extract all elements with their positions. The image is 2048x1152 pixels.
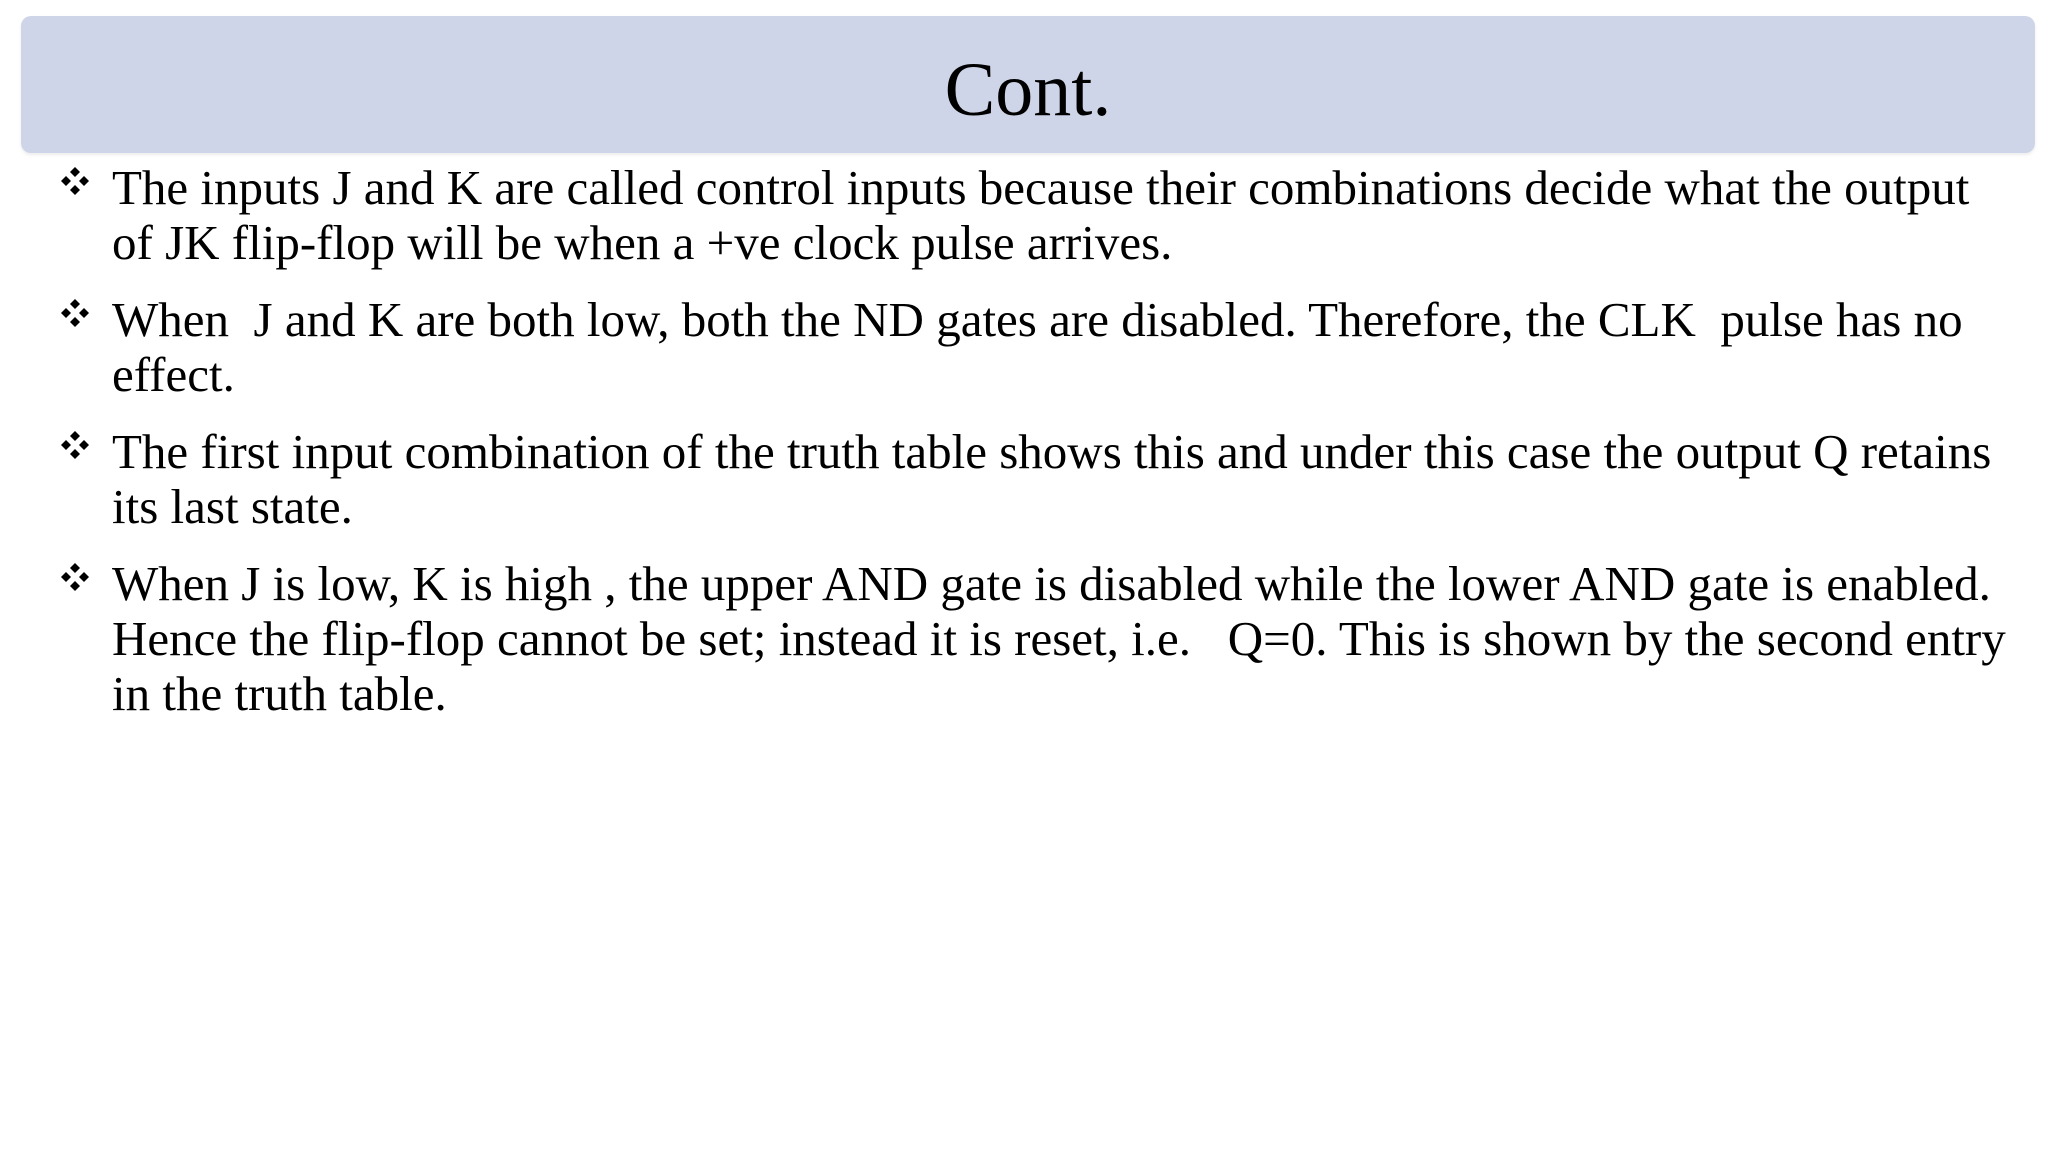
four-diamond-bullet-icon <box>60 562 90 592</box>
bullet-text: When J and K are both low, both the ND gates are disabled. Therefore, the CLK pulse has no effect. <box>112 292 1975 402</box>
bullet-text: The first input combination of the truth table shows this and under this case the output Q retains its last state. <box>112 424 2004 534</box>
four-diamond-bullet-icon <box>60 166 90 196</box>
title-bar <box>21 16 2035 153</box>
slide-title: Cont. <box>944 47 1112 132</box>
bullet-item <box>56 424 2006 534</box>
bullet-item <box>56 292 2006 402</box>
bullet-item <box>56 160 2006 270</box>
bullet-text: When J is low, K is high , the upper AND gate is disabled while the lower AND gate is enabled. Hence the flip-flop cannot be set; instead it is reset, i.e. Q=0. This is shown by the second entry in the truth table. <box>112 556 2018 721</box>
bullet-item <box>56 556 2018 721</box>
bullet-list <box>56 160 2018 743</box>
four-diamond-bullet-icon <box>60 298 90 328</box>
bullet-text: The inputs J and K are called control inputs because their combinations decide what the output of JK flip-flop will be when a +ve clock pulse arrives. <box>112 160 1982 270</box>
four-diamond-bullet-icon <box>60 430 90 460</box>
